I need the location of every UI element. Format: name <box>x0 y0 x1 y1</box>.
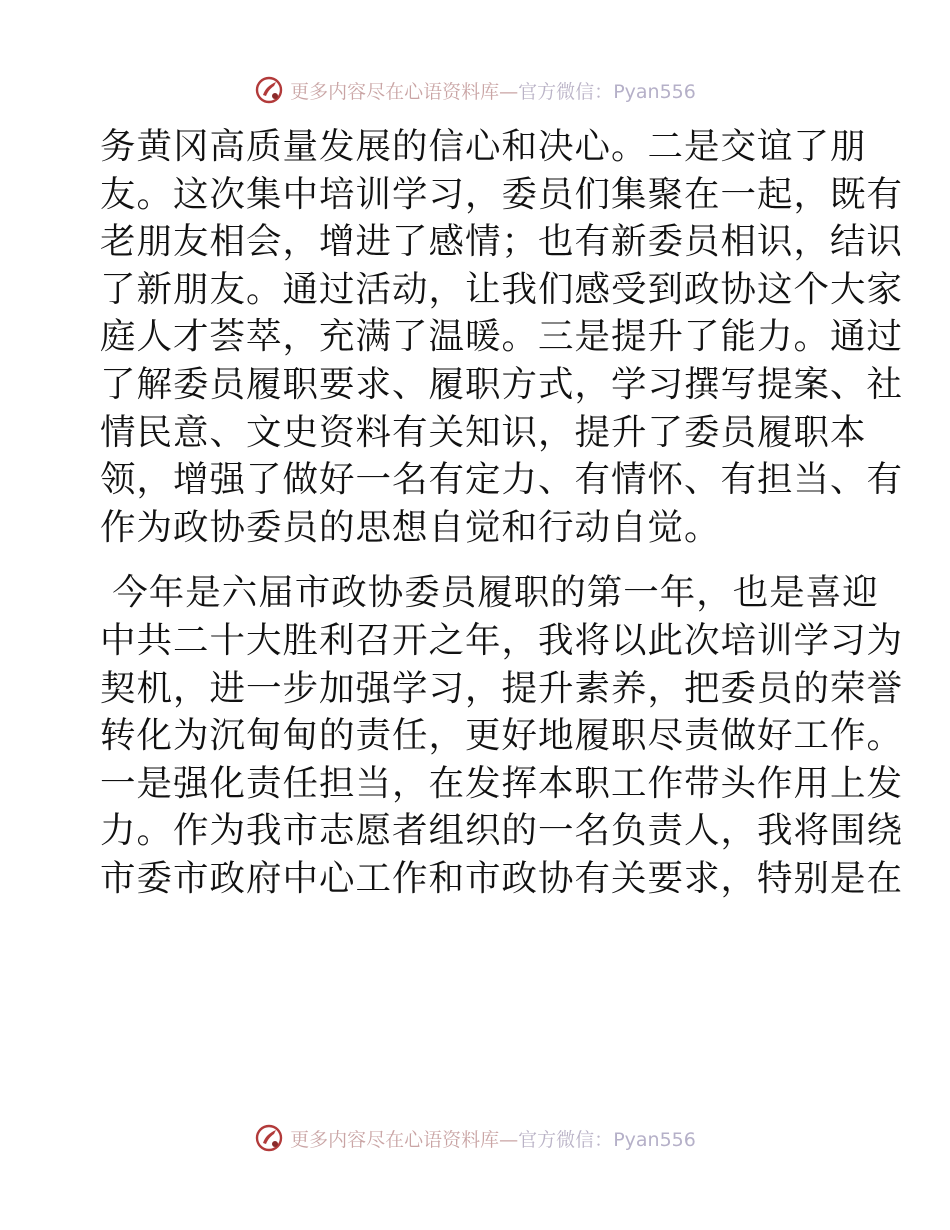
watermark-wechat-label: 官方微信： <box>518 80 614 103</box>
text-line: 力。作为我市志愿者组织的一名负责人，我将围绕 <box>100 810 904 852</box>
text-line: 市委市政府中心工作和市政协有关要求，特别是在 <box>100 857 904 899</box>
watermark-brand: 更多内容尽在心语资料库 <box>290 80 500 103</box>
text-line: 了新朋友。通过活动，让我们感受到政协这个大家 <box>100 268 904 310</box>
text-line: 老朋友相会，增进了感情；也有新委员相识，结识 <box>100 221 904 263</box>
watermark-text <box>290 1125 696 1152</box>
text-line: 友。这次集中培训学习，委员们集聚在一起，既有 <box>100 173 904 215</box>
brand-logo-icon <box>254 1123 284 1153</box>
text-line: 作为政协委员的思想自觉和行动自觉。 <box>100 506 721 548</box>
footer-watermark <box>0 1118 950 1158</box>
paragraph-1 <box>100 123 904 551</box>
watermark-wechat-id: Pyan556 <box>613 80 696 103</box>
watermark-text <box>290 77 696 104</box>
paragraph-2 <box>100 569 904 902</box>
watermark-brand: 更多内容尽在心语资料库 <box>290 1128 500 1151</box>
text-line: 情民意、文史资料有关知识，提升了委员履职本 <box>100 411 867 453</box>
watermark-wechat-label: 官方微信： <box>518 1128 614 1151</box>
text-line: 今年是六届市政协委员履职的第一年，也是喜迎 <box>100 572 879 614</box>
text-line: 转化为沉甸甸的责任，更好地履职尽责做好工作。 <box>100 715 904 757</box>
text-line: 庭人才荟萃，充满了温暖。三是提升了能力。通过 <box>100 316 904 358</box>
text-line: 契机，进一步加强学习，提升素养，把委员的荣誉 <box>100 667 904 709</box>
text-line: 一是强化责任担当，在发挥本职工作带头作用上发 <box>100 762 904 804</box>
text-line: 务黄冈高质量发展的信心和决心。二是交谊了朋 <box>100 126 867 167</box>
watermark-separator: — <box>499 80 519 103</box>
document-body <box>100 123 904 903</box>
watermark-wechat-id: Pyan556 <box>613 1128 696 1151</box>
text-line: 领，增强了做好一名有定力、有情怀、有担当、有 <box>100 459 904 501</box>
text-line: 了解委员履职要求、履职方式，学习撰写提案、社 <box>100 363 904 405</box>
text-line: 中共二十大胜利召开之年，我将以此次培训学习为 <box>100 619 904 661</box>
brand-logo-icon <box>254 75 284 105</box>
watermark-separator: — <box>499 1128 519 1151</box>
header-watermark <box>0 70 950 110</box>
